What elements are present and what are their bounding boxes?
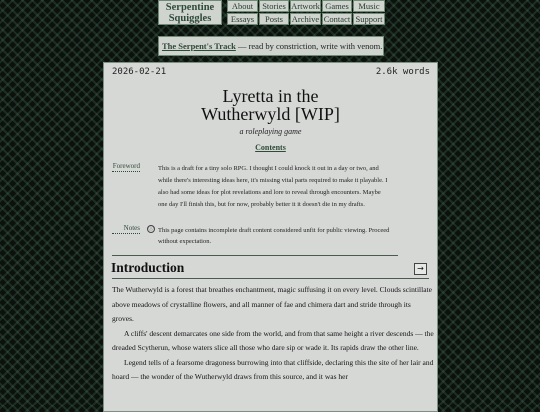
site-title-line1: Serpentine (165, 2, 215, 13)
notes-text: This page contains incomplete draft content considered unfit for public viewing. Proceed without expectation. (158, 227, 390, 245)
nav-item-artwork[interactable]: Artwork (291, 1, 320, 11)
divider (112, 255, 398, 256)
site-title-line2: Squiggles (168, 13, 212, 24)
contents-link[interactable]: Contents (255, 143, 286, 152)
paragraph: Legend tells of a fearsome dragoness burrowing into that cliffside, declaring this the site of her lair and hoard — the wonder of the Wutherwyld draws from this source, and it was her (112, 357, 434, 381)
info-icon: ⓘ (148, 226, 154, 232)
article-body (112, 283, 434, 385)
nav-item-contact[interactable]: Contact (323, 14, 351, 24)
serpents-track-link[interactable]: The Serpent's Track (162, 41, 236, 51)
nav-item-games[interactable]: Games (322, 0, 352, 12)
nav-item-support[interactable]: Support (353, 13, 385, 25)
nav-item-archive[interactable]: Archive (291, 14, 320, 24)
nav-item-music[interactable]: Music (353, 0, 385, 12)
site-title[interactable] (158, 0, 222, 25)
paragraph: The Wutherwyld is a forest that breathes enchantment, magic suffusing it on every level. Clouds scintillate above meadows of crystalline flowers, and all manner of fae and chimera dart and stride through its groves. (112, 285, 432, 323)
tagline-banner (158, 36, 384, 56)
tagline-text: — read by constriction, write with venom. (235, 41, 383, 51)
section-jump-button[interactable] (414, 263, 427, 275)
notes-label[interactable]: Notes (112, 224, 140, 234)
foreword-text: This is a draft for a tiny solo RPG. I thought I could knock it out in a day or two, and while there's interesting ideas here, it's missing vital parts required to make it playable. I also had some ideas for plot revelations and lore to reveal through encounters. Maybe one day I'll finish this, but for now, probably better it it doesn't die in my drafts. (158, 165, 388, 208)
foreword-label[interactable]: Foreword (112, 162, 140, 170)
word-count: 2.6k words (375, 67, 430, 77)
nav-item-about[interactable]: About (227, 0, 258, 12)
page-subtitle: a roleplaying game (239, 127, 302, 136)
arrow-right-icon: → (417, 264, 424, 273)
section-heading: Introduction (111, 260, 185, 275)
post-date: 2026-02-21 (112, 67, 167, 77)
nav-item-posts[interactable]: Posts (259, 13, 289, 25)
page-title: Lyretta in the Wutherwyld [WIP] (201, 86, 340, 124)
nav-item-stories[interactable]: Stories (259, 0, 289, 12)
main-nav (227, 0, 385, 25)
article-panel (103, 62, 438, 412)
nav-item-essays[interactable]: Essays (227, 13, 258, 25)
heading-rule (112, 278, 429, 279)
paragraph: A cliffs' descent demarcates one side from the world, and from that same height a river descends — the dreaded Scytherun, whose waters slice all those who dare sip or wade it. Its rapids draw the other line. (112, 328, 434, 352)
